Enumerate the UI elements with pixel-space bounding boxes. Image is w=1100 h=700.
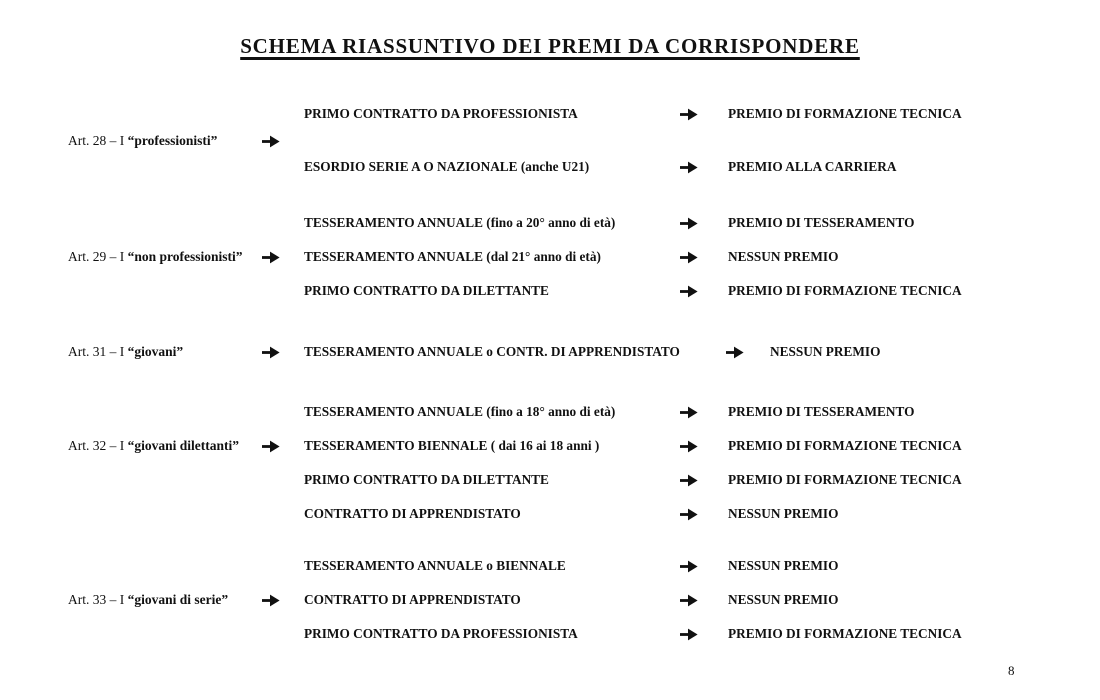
premio-text: NESSUN PREMIO	[728, 558, 839, 573]
article-row	[0, 133, 1100, 151]
condition-text: TESSERAMENTO BIENNALE ( dai 16 ai 18 anni )	[304, 438, 600, 453]
page-title: SCHEMA RIASSUNTIVO DEI PREMI DA CORRISPONDERE	[240, 34, 860, 58]
arrow-right-icon	[680, 217, 698, 230]
premium-row	[0, 404, 1100, 422]
arrow-right-icon	[680, 251, 698, 264]
premio-text: PREMIO DI FORMAZIONE TECNICA	[728, 106, 962, 121]
premium-row	[0, 283, 1100, 301]
condition-text: TESSERAMENTO ANNUALE (dal 21° anno di età)	[304, 249, 601, 264]
premio-text: PREMIO DI TESSERAMENTO	[728, 404, 915, 419]
arrow-right-icon	[680, 560, 698, 573]
premio-text: PREMIO DI FORMAZIONE TECNICA	[728, 283, 962, 298]
premio-text: NESSUN PREMIO	[728, 592, 839, 607]
premio-text: PREMIO DI FORMAZIONE TECNICA	[728, 472, 962, 487]
arrow-right-icon	[680, 440, 698, 453]
article-row	[0, 344, 1100, 362]
article-prefix: Art. 28 – I	[68, 133, 128, 148]
condition-text: PRIMO CONTRATTO DA DILETTANTE	[304, 283, 549, 298]
page-number: 8	[1008, 663, 1015, 678]
arrow-right-icon	[262, 251, 280, 264]
article-name: “professionisti”	[127, 133, 218, 148]
article-label	[68, 133, 217, 149]
premio-text: NESSUN PREMIO	[728, 506, 839, 521]
premium-row	[0, 215, 1100, 233]
condition-text: TESSERAMENTO ANNUALE (fino a 20° anno di età)	[304, 215, 616, 230]
arrow-right-icon	[726, 346, 744, 359]
article-prefix: Art. 29 – I	[68, 249, 128, 264]
condition-text: CONTRATTO DI APPRENDISTATO	[304, 592, 521, 607]
article-row	[0, 592, 1100, 610]
premium-row	[0, 106, 1100, 124]
condition-text: PRIMO CONTRATTO DA PROFESSIONISTA	[304, 626, 578, 641]
article-name: “giovani dilettanti”	[127, 438, 240, 453]
condition-text: TESSERAMENTO ANNUALE (fino a 18° anno di età)	[304, 404, 616, 419]
premium-row	[0, 626, 1100, 644]
article-row	[0, 438, 1100, 456]
article-prefix: Art. 31 – I	[68, 344, 128, 359]
premio-text: PREMIO ALLA CARRIERA	[728, 159, 897, 174]
article-prefix: Art. 33 – I	[68, 592, 128, 607]
premium-row	[0, 558, 1100, 576]
arrow-right-icon	[262, 135, 280, 148]
article-row	[0, 249, 1100, 267]
premium-row	[0, 159, 1100, 177]
article-name: “giovani”	[127, 344, 184, 359]
premio-text: PREMIO DI FORMAZIONE TECNICA	[728, 438, 962, 453]
article-name: “giovani di serie”	[127, 592, 229, 607]
premium-row	[0, 506, 1100, 524]
article-name: “non professionisti”	[127, 249, 243, 264]
condition-text: CONTRATTO DI APPRENDISTATO	[304, 506, 521, 521]
arrow-right-icon	[680, 628, 698, 641]
article-label	[68, 344, 183, 360]
article-prefix: Art. 32 – I	[68, 438, 128, 453]
premio-text: PREMIO DI TESSERAMENTO	[728, 215, 915, 230]
premio-text: PREMIO DI FORMAZIONE TECNICA	[728, 626, 962, 641]
article-label	[68, 249, 243, 265]
arrow-right-icon	[680, 108, 698, 121]
arrow-right-icon	[680, 508, 698, 521]
condition-text: PRIMO CONTRATTO DA DILETTANTE	[304, 472, 549, 487]
arrow-right-icon	[680, 161, 698, 174]
condition-text: ESORDIO SERIE A O NAZIONALE (anche U21)	[304, 159, 590, 174]
condition-text: TESSERAMENTO ANNUALE o BIENNALE	[304, 558, 566, 573]
premium-row	[0, 472, 1100, 490]
arrow-right-icon	[262, 594, 280, 607]
article-label	[68, 592, 228, 608]
condition-text: PRIMO CONTRATTO DA PROFESSIONISTA	[304, 106, 578, 121]
condition-text: TESSERAMENTO ANNUALE o CONTR. DI APPRENDISTATO	[304, 344, 680, 359]
arrow-right-icon	[680, 474, 698, 487]
premio-text: NESSUN PREMIO	[770, 344, 881, 359]
article-label	[68, 438, 239, 454]
arrow-right-icon	[680, 285, 698, 298]
arrow-right-icon	[680, 594, 698, 607]
premio-text: NESSUN PREMIO	[728, 249, 839, 264]
arrow-right-icon	[262, 440, 280, 453]
arrow-right-icon	[262, 346, 280, 359]
arrow-right-icon	[680, 406, 698, 419]
